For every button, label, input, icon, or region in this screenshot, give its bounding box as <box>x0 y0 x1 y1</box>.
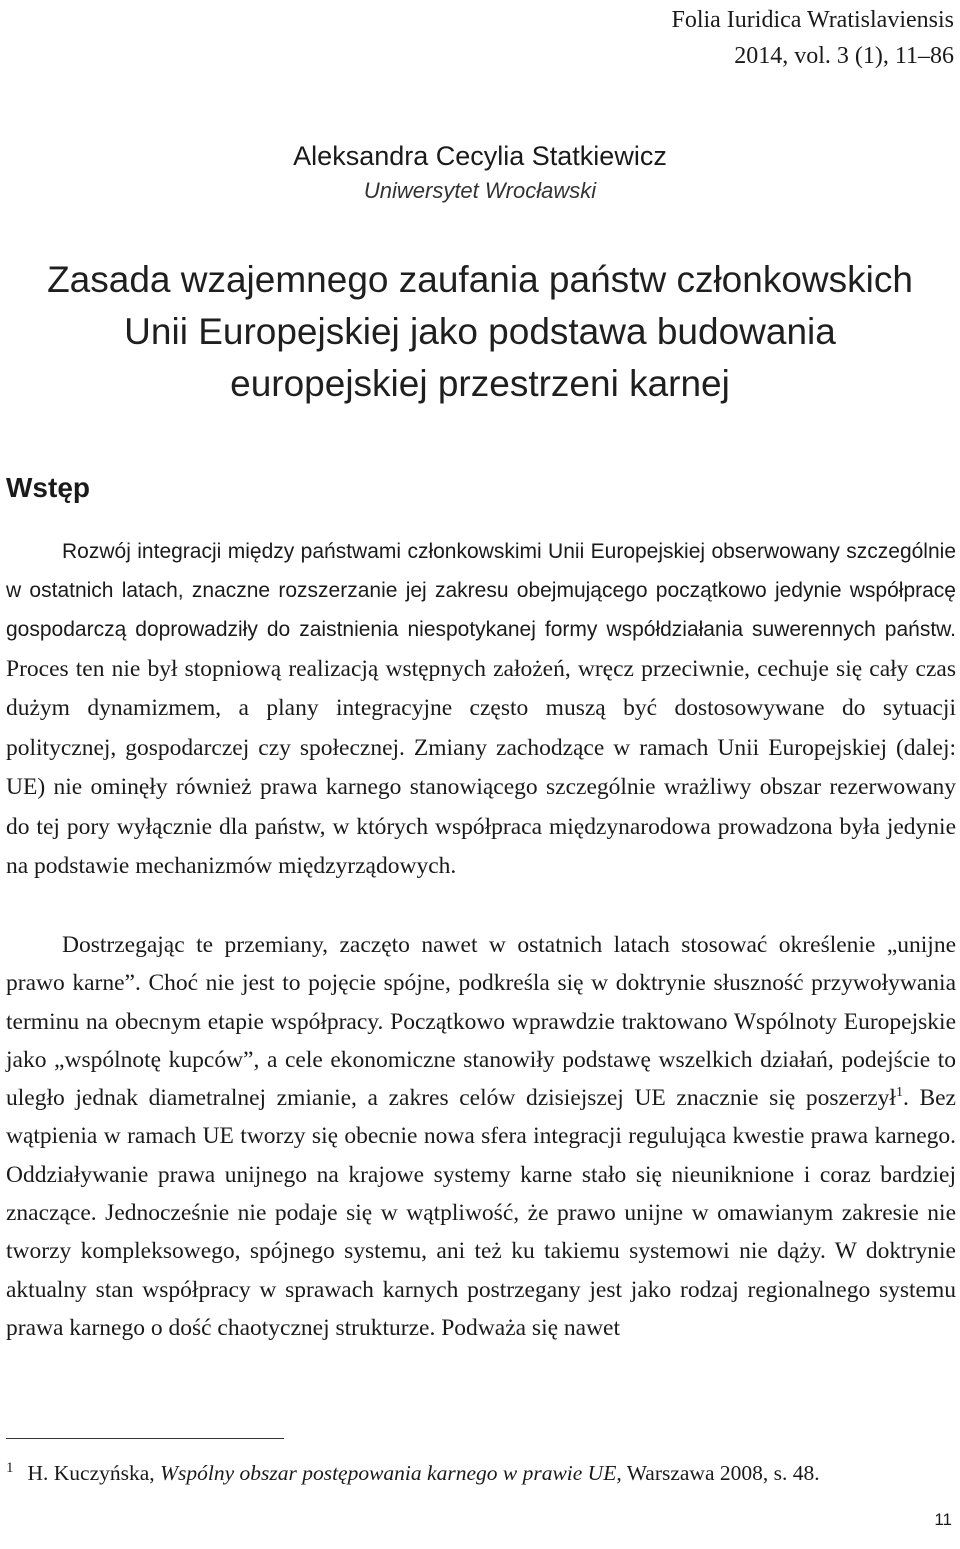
footnote-separator <box>6 1438 284 1439</box>
footnote <box>6 1458 820 1491</box>
footnote-details: , Warszawa 2008, s. 48. <box>616 1461 820 1485</box>
paragraph-text: Proces ten nie był stopniową realizacją wstępnych założeń, wręcz przeciwnie, cechuje się cały czas dużym dynamizmem, a plany integracyjne często muszą być dostosowywane do sytuacji politycznej, gospodarczej czy społecznej. Zmiany zachodzące w ramach Unii Europejskiej (dalej: UE) nie ominęły również prawa karnego stanowiącego szczególnie wrażliwy obszar rezerwowany do tej pory wyłącznie dla państw, w których współpraca międzynarodowa prowadzona była jedynie na podstawie mechanizmów międzyrządowych. <box>6 655 956 879</box>
author-name: Aleksandra Cecylia Statkiewicz <box>293 141 667 171</box>
journal-name: Folia Iuridica Wratislaviensis <box>671 7 954 33</box>
paragraph-text: Rozwój integracji między państwami członkowskimi Unii Europejskiej obserwowany szczególnie w ostatnich latach, znaczne rozszerzanie jej zakresu obejmującego początkowo jedynie współpracę gospodarczą doprowadziły do zaistnienia niespotykanej formy współdziałania suwerennych państw. <box>6 540 956 641</box>
page-number: 11 <box>934 1510 952 1529</box>
volume-info: 2014, vol. 3 (1), 11–86 <box>734 43 954 69</box>
footnote-reference[interactable]: 1 <box>895 1085 903 1101</box>
footnote-author: H. Kuczyńska, <box>27 1461 161 1485</box>
footnote-work-title: Wspólny obszar postępowania karnego w prawie UE <box>160 1461 617 1485</box>
title-line: Zasada wzajemnego zaufania państw członkowskich <box>47 259 913 300</box>
title-line: Unii Europejskiej jako podstawa budowania <box>124 311 836 352</box>
body-paragraph-2 <box>6 926 956 1347</box>
footnote-number: 1 <box>6 1460 14 1476</box>
title-line: europejskiej przestrzeni karnej <box>230 363 730 404</box>
body-paragraph-1 <box>6 533 956 887</box>
paragraph-text: . Bez wątpienia w ramach UE tworzy się obecnie nowa sfera integracji regulująca kwestie prawa karnego. Oddziaływanie prawa unijnego na krajowe systemy karne stało się nieuniknione i coraz bardziej znaczące. Jednocześnie nie podaje się w wątpliwość, że prawo unijne w omawianym zakresie nie tworzy kompleksowego, spójnego systemu, ani też ku takiemu systemowi nie dąży. W doktrynie aktualny stan współpracy w sprawach karnych postrzegany jest jako rodzaj regionalnego systemu prawa karnego o dość chaotycznej strukturze. Podważa się nawet <box>6 1085 956 1341</box>
author-affiliation: Uniwersytet Wrocławski <box>363 178 597 203</box>
section-heading: Wstęp <box>6 472 90 503</box>
paragraph-text: Dostrzegając te przemiany, zaczęto nawet w ostatnich latach stosować określenie „unijne prawo karne”. Choć nie jest to pojęcie spójne, podkreśla się w doktrynie słuszność przywoływania terminu na obecnym etapie współpracy. Początkowo wprawdzie traktowano Wspólnoty Europejskie jako „wspólnotę kupców”, a cele ekonomiczne stanowiły podstawę wszelkich działań, podejście to uległo jednak diametralnej zmianie, a zakres celów dzisiejszej UE znacznie się poszerzył <box>6 932 956 1112</box>
article-title <box>0 254 960 410</box>
journal-header <box>671 2 954 74</box>
